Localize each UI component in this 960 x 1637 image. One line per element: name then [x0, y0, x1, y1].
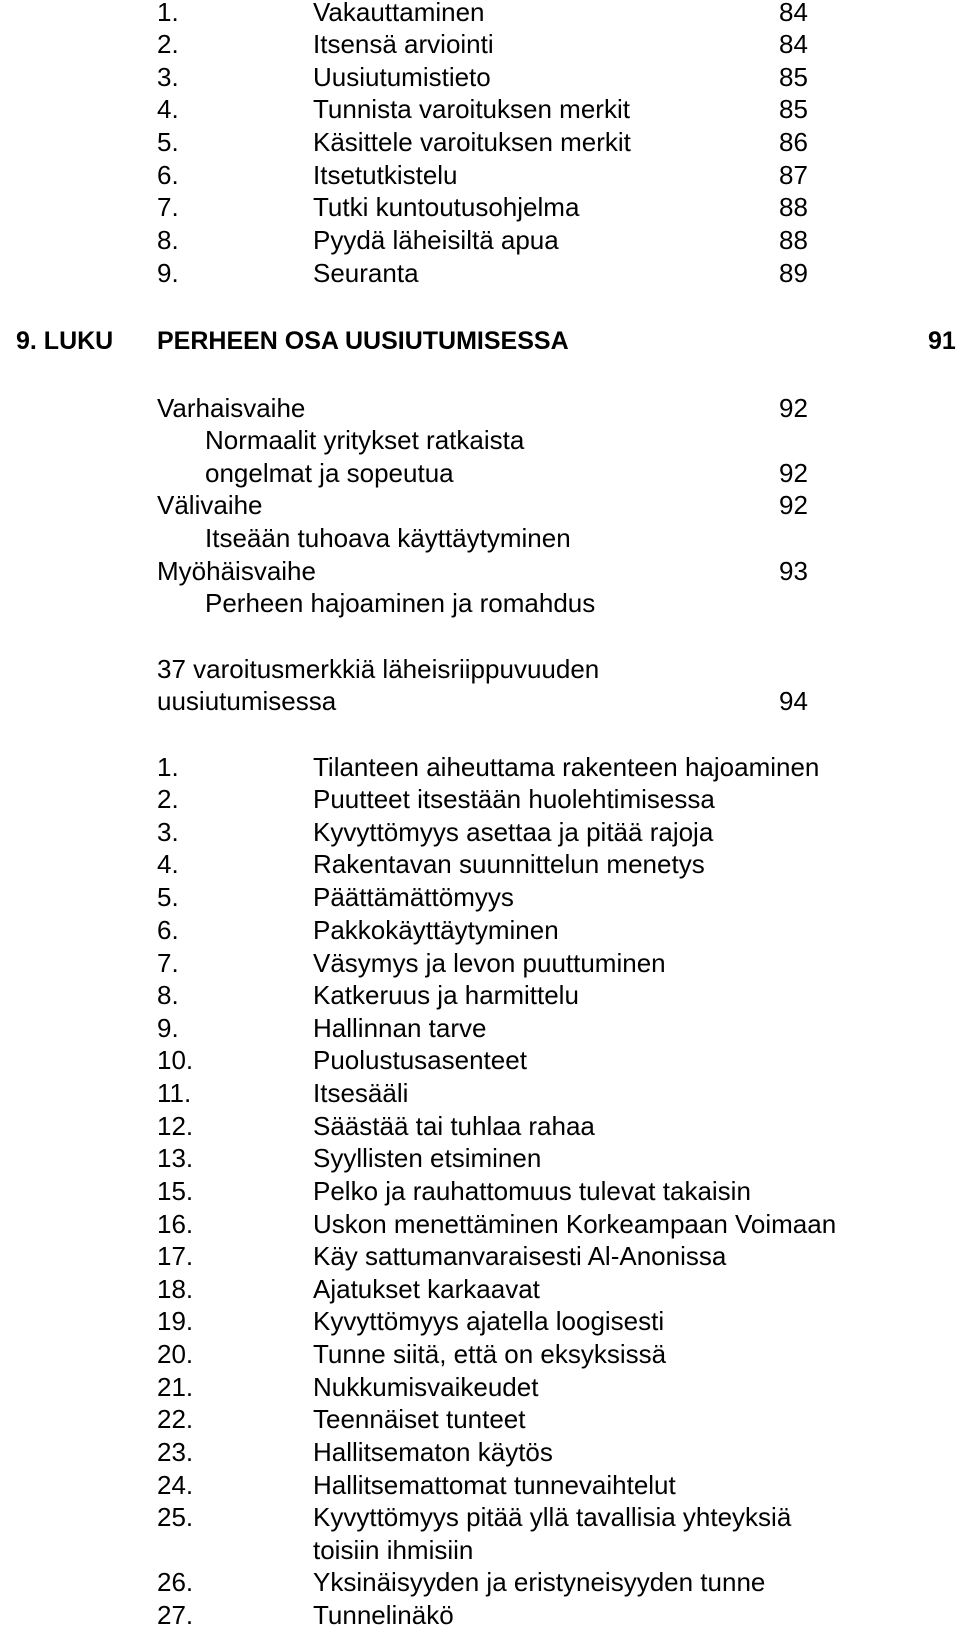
sign-title: Itsesääli	[313, 1078, 409, 1108]
toc-title: Itsensä arviointi	[313, 29, 494, 59]
sign-num: 21.	[157, 1372, 194, 1402]
sign-num: 27.	[157, 1600, 194, 1630]
sign-num: 19.	[157, 1306, 194, 1336]
toc-page: 84	[779, 0, 808, 27]
toc-num: 7.	[157, 192, 179, 222]
phase-subitem: Perheen hajoaminen ja romahdus	[205, 588, 596, 618]
toc-page: 86	[779, 127, 808, 157]
sign-num: 4.	[157, 849, 179, 879]
sign-num: 1.	[157, 752, 179, 782]
chapter-page: 91	[928, 327, 956, 355]
sign-num: 23.	[157, 1437, 194, 1467]
signs-page: 94	[779, 686, 808, 716]
phase-heading: Välivaihe	[157, 490, 263, 520]
sign-title: Puutteet itsestään huolehtimisessa	[313, 784, 715, 814]
sign-num: 16.	[157, 1209, 194, 1239]
phase-page: 92	[779, 490, 808, 520]
toc-num: 4.	[157, 94, 179, 124]
toc-title: Käsittele varoituksen merkit	[313, 127, 631, 157]
sign-num: 11.	[157, 1078, 192, 1108]
phase-heading: Varhaisvaihe	[157, 393, 306, 423]
sign-title: Tunnelinäkö	[313, 1600, 454, 1630]
toc-page: 88	[779, 225, 808, 255]
toc-page: 85	[779, 62, 808, 92]
sign-num: 18.	[157, 1274, 194, 1304]
phase-heading: Myöhäisvaihe	[157, 556, 316, 586]
sign-num: 10.	[157, 1045, 194, 1075]
toc-num: 1.	[157, 0, 179, 27]
chapter-title: PERHEEN OSA UUSIUTUMISESSA	[157, 327, 569, 355]
sign-num: 2.	[157, 784, 179, 814]
sign-num: 26.	[157, 1567, 194, 1597]
phase-page: 92	[779, 393, 808, 423]
sign-title: Hallinnan tarve	[313, 1013, 487, 1043]
sign-title: Katkeruus ja harmittelu	[313, 980, 579, 1010]
toc-title: Tunnista varoituksen merkit	[313, 94, 630, 124]
sign-title: Hallitsemattomat tunnevaihtelut	[313, 1470, 676, 1500]
sign-num: 17.	[157, 1241, 194, 1271]
toc-num: 8.	[157, 225, 179, 255]
sign-title: Puolustusasenteet	[313, 1045, 527, 1075]
toc-title: Tutki kuntoutusohjelma	[313, 192, 580, 222]
toc-num: 9.	[157, 258, 179, 288]
toc-num: 2.	[157, 29, 179, 59]
sign-num: 6.	[157, 915, 179, 945]
sign-title-continued: toisiin ihmisiin	[313, 1535, 474, 1565]
sign-title: Hallitsematon käytös	[313, 1437, 553, 1467]
sign-num: 22.	[157, 1404, 194, 1434]
toc-title: Itsetutkistelu	[313, 160, 458, 190]
sign-num: 25.	[157, 1502, 194, 1532]
sign-title: Kyvyttömyys pitää yllä tavallisia yhteyksiä	[313, 1502, 792, 1532]
sign-num: 15.	[157, 1176, 194, 1206]
sign-title: Väsymys ja levon puuttuminen	[313, 948, 666, 978]
signs-heading: 37 varoitusmerkkiä läheisriippuvuuden	[157, 654, 600, 684]
phase-page: 93	[779, 556, 808, 586]
sign-title: Tunne siitä, että on eksyksissä	[313, 1339, 667, 1369]
toc-num: 5.	[157, 127, 179, 157]
toc-num: 6.	[157, 160, 179, 190]
sign-num: 8.	[157, 980, 179, 1010]
sign-title: Kyvyttömyys ajatella loogisesti	[313, 1306, 665, 1336]
toc-page: 87	[779, 160, 808, 190]
sign-num: 3.	[157, 817, 179, 847]
sign-num: 9.	[157, 1013, 179, 1043]
phase-subitem: Itseään tuhoava käyttäytyminen	[205, 523, 571, 553]
toc-title: Pyydä läheisiltä apua	[313, 225, 559, 255]
sign-num: 20.	[157, 1339, 194, 1369]
sign-title: Säästää tai tuhlaa rahaa	[313, 1111, 595, 1141]
sign-num: 24.	[157, 1470, 194, 1500]
phase-subitem: ongelmat ja sopeutua	[205, 458, 454, 488]
sign-title: Rakentavan suunnittelun menetys	[313, 849, 705, 879]
toc-title: Uusiutumistieto	[313, 62, 491, 92]
toc-page: 89	[779, 258, 808, 288]
toc-page: 84	[779, 29, 808, 59]
chapter-number: 9. LUKU	[16, 327, 114, 355]
toc-page: 85	[779, 94, 808, 124]
sign-num: 7.	[157, 948, 179, 978]
phase-subitem: Normaalit yritykset ratkaista	[205, 425, 525, 455]
phase-page: 92	[779, 458, 808, 488]
sign-title: Syyllisten etsiminen	[313, 1143, 542, 1173]
sign-title: Käy sattumanvaraisesti Al-Anonissa	[313, 1241, 727, 1271]
sign-num: 13.	[157, 1143, 194, 1173]
toc-num: 3.	[157, 62, 179, 92]
sign-title: Nukkumisvaikeudet	[313, 1372, 539, 1402]
sign-title: Uskon menettäminen Korkeampaan Voimaan	[313, 1209, 837, 1239]
sign-title: Pakkokäyttäytyminen	[313, 915, 559, 945]
sign-title: Yksinäisyyden ja eristyneisyyden tunne	[313, 1567, 766, 1597]
sign-title: Pelko ja rauhattomuus tulevat takaisin	[313, 1176, 751, 1206]
sign-title: Teennäiset tunteet	[313, 1404, 526, 1434]
signs-heading: uusiutumisessa	[157, 686, 337, 716]
sign-num: 12.	[157, 1111, 194, 1141]
sign-title: Kyvyttömyys asettaa ja pitää rajoja	[313, 817, 714, 847]
sign-title: Ajatukset karkaavat	[313, 1274, 540, 1304]
toc-title: Seuranta	[313, 258, 419, 288]
sign-title: Tilanteen aiheuttama rakenteen hajoaminen	[313, 752, 820, 782]
sign-title: Päättämättömyys	[313, 882, 514, 912]
toc-page: 88	[779, 192, 808, 222]
sign-num: 5.	[157, 882, 179, 912]
toc-title: Vakauttaminen	[313, 0, 485, 27]
